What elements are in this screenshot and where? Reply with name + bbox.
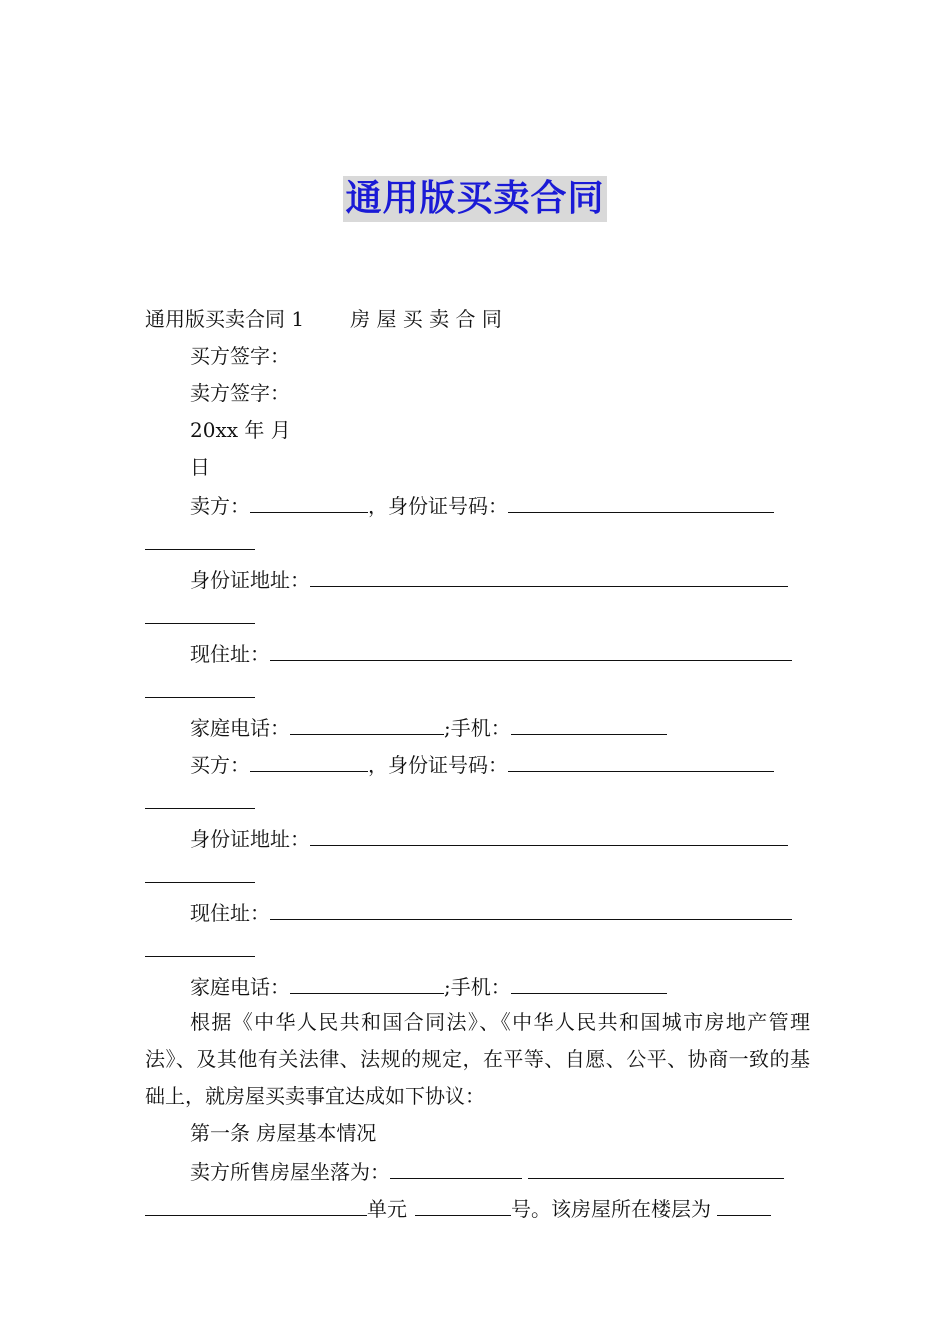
article1-unit-line — [145, 1189, 810, 1226]
seller-name-blank[interactable] — [250, 486, 368, 513]
seller-current-address-blank[interactable] — [270, 634, 792, 661]
signature-date-line — [145, 412, 810, 449]
property-location-blank-3[interactable] — [145, 1189, 367, 1216]
buyer-signature-line — [145, 338, 810, 375]
buyer-id-address-blank[interactable] — [310, 819, 788, 846]
buyer-phone-line — [145, 967, 810, 1004]
article1-heading: 第一条 房屋基本情况 — [190, 1121, 377, 1145]
document-body — [145, 301, 810, 1226]
title-container — [0, 176, 950, 222]
seller-phone-line — [145, 708, 810, 745]
property-floor-blank[interactable] — [717, 1189, 771, 1216]
seller-id-address-line — [145, 560, 810, 597]
property-location-blank-1[interactable] — [390, 1152, 522, 1179]
intro-heading: 通用版买卖合同 1 — [145, 307, 305, 331]
buyer-mobile-blank[interactable] — [511, 967, 667, 994]
buyer-signature-label: 买方签字： — [190, 344, 290, 368]
buyer-party-label: 买方： — [190, 753, 250, 777]
buyer-id-blank[interactable] — [508, 745, 774, 772]
buyer-current-address-line — [145, 893, 810, 930]
article1-unit-label: 单元 — [367, 1197, 407, 1221]
seller-signature-label: 卖方签字： — [190, 381, 290, 405]
seller-id-blank[interactable] — [508, 486, 774, 513]
article1-location-line — [145, 1152, 810, 1189]
buyer-current-address-label: 现住址： — [190, 901, 270, 925]
seller-id-address-blank[interactable] — [310, 560, 788, 587]
seller-current-address-continuation — [145, 671, 810, 708]
buyer-current-address-blank-continued[interactable] — [145, 930, 255, 957]
seller-current-address-label: 现住址： — [190, 642, 270, 666]
buyer-current-address-blank[interactable] — [270, 893, 792, 920]
buyer-id-continuation — [145, 782, 810, 819]
buyer-id-address-line — [145, 819, 810, 856]
seller-current-address-line — [145, 634, 810, 671]
seller-id-address-label: 身份证地址： — [190, 568, 310, 592]
document-title: 通用版买卖合同 — [343, 176, 606, 222]
seller-mobile-label: ;手机： — [444, 716, 511, 740]
buyer-party-line — [145, 745, 810, 782]
article1-number-label: 号。该房屋所在楼层为 — [511, 1197, 711, 1221]
seller-id-label: ，身份证号码： — [368, 494, 508, 518]
signature-day-line — [145, 449, 810, 486]
intro-line — [145, 301, 810, 338]
property-location-blank-2[interactable] — [528, 1152, 784, 1179]
article1-location-label: 卖方所售房屋坐落为： — [190, 1160, 390, 1184]
buyer-mobile-label: ;手机： — [444, 975, 511, 999]
buyer-id-address-label: 身份证地址： — [190, 827, 310, 851]
seller-home-phone-blank[interactable] — [290, 708, 444, 735]
intro-subheading: 房 屋 买 卖 合 同 — [350, 307, 502, 331]
seller-id-address-blank-continued[interactable] — [145, 597, 255, 624]
property-unit-number-blank[interactable] — [415, 1189, 511, 1216]
seller-signature-line — [145, 375, 810, 412]
seller-mobile-blank[interactable] — [511, 708, 667, 735]
signature-date-day: 日 — [190, 455, 210, 479]
buyer-home-phone-blank[interactable] — [290, 967, 444, 994]
seller-id-blank-continued[interactable] — [145, 523, 255, 550]
seller-id-address-continuation — [145, 597, 810, 634]
seller-party-label: 卖方： — [190, 494, 250, 518]
seller-current-address-blank-continued[interactable] — [145, 671, 255, 698]
buyer-id-blank-continued[interactable] — [145, 782, 255, 809]
buyer-id-address-blank-continued[interactable] — [145, 856, 255, 883]
signature-date-year-month: 20xx 年 月 — [190, 418, 291, 442]
seller-id-continuation — [145, 523, 810, 560]
seller-party-line — [145, 486, 810, 523]
article1-heading-line — [145, 1115, 810, 1152]
buyer-id-address-continuation — [145, 856, 810, 893]
buyer-home-phone-label: 家庭电话： — [190, 975, 290, 999]
buyer-current-address-continuation — [145, 930, 810, 967]
buyer-name-blank[interactable] — [250, 745, 368, 772]
buyer-id-label: ，身份证号码： — [368, 753, 508, 777]
preamble-paragraph: 根据《中华人民共和国合同法》、《中华人民共和国城市房地产管理法》、及其他有关法律、法规的规定，在平等、自愿、公平、协商一致的基础上，就房屋买卖事宜达成如下协议： — [145, 1010, 810, 1108]
seller-home-phone-label: 家庭电话： — [190, 716, 290, 740]
